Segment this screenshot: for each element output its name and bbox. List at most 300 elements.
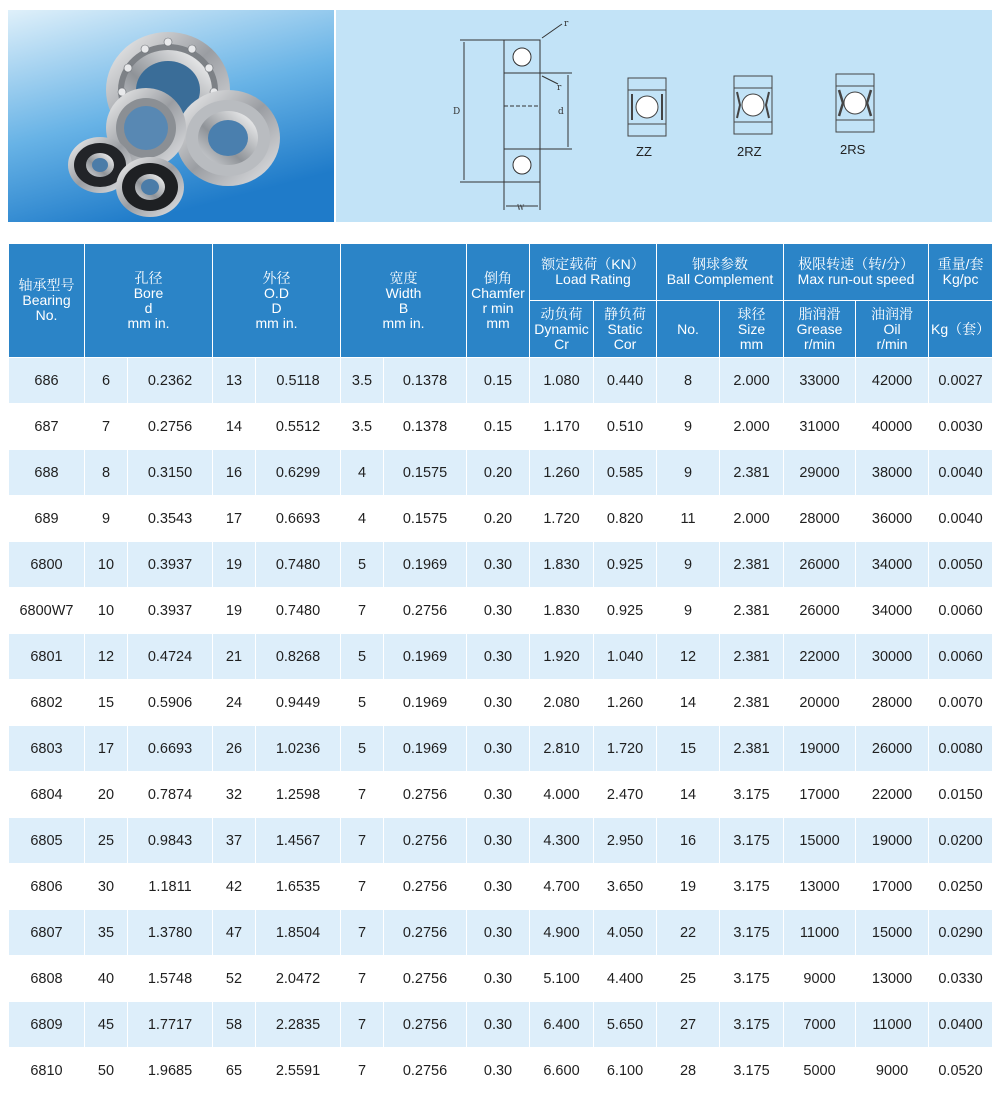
header-line: 外径 xyxy=(262,269,291,286)
header-dynamic xyxy=(530,301,594,358)
cell-bore-mm: 45 xyxy=(85,1002,128,1048)
header-line: 孔径 xyxy=(134,269,163,286)
cell-chamfer: 0.30 xyxy=(467,772,530,818)
cell-bore-mm: 8 xyxy=(85,450,128,496)
cell-ball-size: 2.381 xyxy=(720,634,784,680)
header-line: mm in. xyxy=(255,314,298,331)
header-weight xyxy=(929,244,993,301)
cell-weight: 0.0050 xyxy=(929,542,993,588)
cell-od-in: 0.7480 xyxy=(256,588,341,634)
cell-weight: 0.0200 xyxy=(929,818,993,864)
cell-bore-mm: 25 xyxy=(85,818,128,864)
header-od xyxy=(213,244,341,358)
cell-bearing-no: 687 xyxy=(9,404,85,450)
shielded-bearing xyxy=(176,90,280,186)
cell-bore-in: 1.1811 xyxy=(128,864,213,910)
cell-od-mm: 13 xyxy=(213,358,256,404)
cell-bearing-no: 6809 xyxy=(9,1002,85,1048)
cell-ball-size: 2.381 xyxy=(720,588,784,634)
cell-ball-size: 3.175 xyxy=(720,772,784,818)
cell-ball-size: 2.000 xyxy=(720,358,784,404)
cell-static-load: 2.470 xyxy=(594,772,657,818)
header-banner xyxy=(8,10,992,222)
header-line: 极限转速（转/分） xyxy=(798,256,914,272)
cell-bore-mm: 10 xyxy=(85,542,128,588)
cell-bore-mm: 10 xyxy=(85,588,128,634)
table-body xyxy=(9,358,993,1094)
header-line: Chamfer xyxy=(471,284,525,301)
cell-bore-mm: 20 xyxy=(85,772,128,818)
cell-grease-speed: 17000 xyxy=(784,772,856,818)
cell-bore-in: 0.5906 xyxy=(128,680,213,726)
header-line: B xyxy=(398,299,409,316)
cell-bore-in: 0.3150 xyxy=(128,450,213,496)
cell-weight: 0.0080 xyxy=(929,726,993,772)
cell-bore-mm: 15 xyxy=(85,680,128,726)
cell-static-load: 0.510 xyxy=(594,404,657,450)
cell-grease-speed: 9000 xyxy=(784,956,856,1002)
cell-dynamic-load: 2.080 xyxy=(530,680,594,726)
cell-chamfer: 0.15 xyxy=(467,358,530,404)
cell-oil-speed: 40000 xyxy=(856,404,929,450)
cell-bore-mm: 7 xyxy=(85,404,128,450)
header-line: Width xyxy=(385,284,422,301)
header-line: mm in. xyxy=(382,314,425,331)
cell-chamfer: 0.20 xyxy=(467,450,530,496)
header-line: 重量/套 xyxy=(937,256,984,272)
cell-static-load: 1.720 xyxy=(594,726,657,772)
cell-dynamic-load: 4.000 xyxy=(530,772,594,818)
cell-weight: 0.0330 xyxy=(929,956,993,1002)
cell-width-mm: 7 xyxy=(341,818,384,864)
cell-width-mm: 5 xyxy=(341,542,384,588)
header-line: r/min xyxy=(803,335,836,352)
header-oil xyxy=(856,301,929,358)
header-line: 脂润滑 xyxy=(798,305,841,322)
header-load-rating xyxy=(530,244,657,301)
cell-ball-size: 3.175 xyxy=(720,910,784,956)
cell-weight: 0.0040 xyxy=(929,450,993,496)
cell-bore-in: 0.3937 xyxy=(128,542,213,588)
cell-grease-speed: 26000 xyxy=(784,542,856,588)
cell-chamfer: 0.30 xyxy=(467,542,530,588)
header-line: D xyxy=(271,299,282,316)
cell-ball-size: 3.175 xyxy=(720,956,784,1002)
cell-od-in: 0.5118 xyxy=(256,358,341,404)
cell-chamfer: 0.30 xyxy=(467,818,530,864)
seal-label-2rs: 2RS xyxy=(840,142,866,157)
cell-dynamic-load: 1.830 xyxy=(530,542,594,588)
cell-bore-mm: 40 xyxy=(85,956,128,1002)
header-ball-complement xyxy=(657,244,784,301)
cell-ball-count: 19 xyxy=(657,864,720,910)
cell-dynamic-load: 1.170 xyxy=(530,404,594,450)
cell-bearing-no: 688 xyxy=(9,450,85,496)
cell-od-in: 1.4567 xyxy=(256,818,341,864)
header-chamfer xyxy=(467,244,530,358)
cell-od-mm: 47 xyxy=(213,910,256,956)
cell-static-load: 4.400 xyxy=(594,956,657,1002)
cell-grease-speed: 15000 xyxy=(784,818,856,864)
cell-static-load: 0.440 xyxy=(594,358,657,404)
cell-oil-speed: 11000 xyxy=(856,1002,929,1048)
cell-grease-speed: 33000 xyxy=(784,358,856,404)
table-row xyxy=(9,450,993,496)
cell-static-load: 2.950 xyxy=(594,818,657,864)
header-line: Size xyxy=(737,320,766,337)
cell-static-load: 1.040 xyxy=(594,634,657,680)
cell-ball-count: 16 xyxy=(657,818,720,864)
cell-bore-in: 0.7874 xyxy=(128,772,213,818)
cell-width-in: 0.1378 xyxy=(384,358,467,404)
table-row xyxy=(9,634,993,680)
cell-ball-size: 3.175 xyxy=(720,818,784,864)
cell-bearing-no: 6808 xyxy=(9,956,85,1002)
cell-static-load: 5.650 xyxy=(594,1002,657,1048)
cell-ball-size: 3.175 xyxy=(720,1048,784,1094)
table-row xyxy=(9,358,993,404)
header-width xyxy=(341,244,467,358)
cell-od-in: 1.2598 xyxy=(256,772,341,818)
cell-bore-mm: 50 xyxy=(85,1048,128,1094)
cell-ball-count: 9 xyxy=(657,450,720,496)
cell-od-in: 1.8504 xyxy=(256,910,341,956)
cell-oil-speed: 42000 xyxy=(856,358,929,404)
cell-grease-speed: 19000 xyxy=(784,726,856,772)
cell-ball-count: 22 xyxy=(657,910,720,956)
cell-bearing-no: 6810 xyxy=(9,1048,85,1094)
header-line: O.D xyxy=(264,284,289,301)
cell-od-mm: 37 xyxy=(213,818,256,864)
bearing-spec-table xyxy=(8,243,993,1094)
cell-bearing-no: 6805 xyxy=(9,818,85,864)
header-line: mm in. xyxy=(127,314,170,331)
cell-oil-speed: 34000 xyxy=(856,542,929,588)
cell-od-in: 0.7480 xyxy=(256,542,341,588)
cell-static-load: 0.925 xyxy=(594,588,657,634)
header-static xyxy=(594,301,657,358)
header-line: mm xyxy=(739,335,764,352)
header-speed xyxy=(784,244,929,301)
cell-grease-speed: 31000 xyxy=(784,404,856,450)
cell-ball-size: 2.381 xyxy=(720,450,784,496)
header-ball-no xyxy=(657,301,720,358)
cell-weight: 0.0400 xyxy=(929,1002,993,1048)
cell-ball-count: 8 xyxy=(657,358,720,404)
table-row xyxy=(9,726,993,772)
header-line: Oil xyxy=(883,320,901,337)
cell-weight: 0.0150 xyxy=(929,772,993,818)
cell-od-in: 0.6693 xyxy=(256,496,341,542)
cell-static-load: 3.650 xyxy=(594,864,657,910)
header-line: Grease xyxy=(796,320,843,337)
cell-width-mm: 7 xyxy=(341,910,384,956)
header-line: Load Rating xyxy=(555,271,631,287)
diagram-label-W: W xyxy=(517,204,525,212)
header-line: Kg（套） xyxy=(930,320,991,337)
table-row xyxy=(9,956,993,1002)
header-line: Static xyxy=(607,320,643,337)
cell-bearing-no: 6803 xyxy=(9,726,85,772)
cell-od-mm: 32 xyxy=(213,772,256,818)
cell-ball-count: 9 xyxy=(657,588,720,634)
diagram-label-d: d xyxy=(558,107,564,117)
cell-od-in: 2.0472 xyxy=(256,956,341,1002)
cell-od-in: 2.5591 xyxy=(256,1048,341,1094)
cell-oil-speed: 22000 xyxy=(856,772,929,818)
header-line: Dynamic xyxy=(534,320,589,337)
cell-chamfer: 0.30 xyxy=(467,634,530,680)
cell-od-mm: 26 xyxy=(213,726,256,772)
diagram-label-r-top: r xyxy=(564,19,569,29)
cell-chamfer: 0.15 xyxy=(467,404,530,450)
cell-ball-count: 9 xyxy=(657,404,720,450)
header-line: 油润滑 xyxy=(871,305,914,322)
cell-dynamic-load: 1.720 xyxy=(530,496,594,542)
cell-dynamic-load: 5.100 xyxy=(530,956,594,1002)
cell-od-mm: 24 xyxy=(213,680,256,726)
cell-od-mm: 52 xyxy=(213,956,256,1002)
cell-od-in: 0.5512 xyxy=(256,404,341,450)
cell-grease-speed: 26000 xyxy=(784,588,856,634)
cell-width-mm: 7 xyxy=(341,956,384,1002)
table-row xyxy=(9,864,993,910)
cell-dynamic-load: 1.830 xyxy=(530,588,594,634)
table-row xyxy=(9,542,993,588)
cell-bore-in: 1.5748 xyxy=(128,956,213,1002)
cell-od-mm: 58 xyxy=(213,1002,256,1048)
cell-ball-size: 3.175 xyxy=(720,864,784,910)
cell-width-mm: 5 xyxy=(341,680,384,726)
cell-ball-count: 14 xyxy=(657,680,720,726)
cell-width-mm: 3.5 xyxy=(341,358,384,404)
cell-width-in: 0.2756 xyxy=(384,1002,467,1048)
cell-dynamic-load: 1.260 xyxy=(530,450,594,496)
cell-grease-speed: 13000 xyxy=(784,864,856,910)
cell-od-mm: 21 xyxy=(213,634,256,680)
cell-bearing-no: 686 xyxy=(9,358,85,404)
cell-oil-speed: 19000 xyxy=(856,818,929,864)
cell-ball-count: 14 xyxy=(657,772,720,818)
header-line: 倒角 xyxy=(484,269,512,286)
cell-dynamic-load: 1.080 xyxy=(530,358,594,404)
seal-label-2rz: 2RZ xyxy=(737,144,762,159)
header-line: Kg/pc xyxy=(942,271,979,287)
header-line: Bearing xyxy=(22,292,71,308)
cell-width-in: 0.2756 xyxy=(384,864,467,910)
cell-oil-speed: 9000 xyxy=(856,1048,929,1094)
cell-od-mm: 14 xyxy=(213,404,256,450)
header-line: No. xyxy=(35,307,58,323)
header-ball-size xyxy=(720,301,784,358)
header-line: d xyxy=(144,299,153,316)
header-line: Max run-out speed xyxy=(797,271,915,287)
cell-od-mm: 17 xyxy=(213,496,256,542)
cell-grease-speed: 11000 xyxy=(784,910,856,956)
table-row xyxy=(9,404,993,450)
cell-weight: 0.0290 xyxy=(929,910,993,956)
cell-width-mm: 7 xyxy=(341,772,384,818)
cell-dynamic-load: 1.920 xyxy=(530,634,594,680)
cell-grease-speed: 22000 xyxy=(784,634,856,680)
cell-width-in: 0.1378 xyxy=(384,404,467,450)
header-line: No. xyxy=(677,320,699,337)
table-row xyxy=(9,910,993,956)
cell-bore-in: 0.6693 xyxy=(128,726,213,772)
cell-bearing-no: 6806 xyxy=(9,864,85,910)
table-row xyxy=(9,818,993,864)
table-row xyxy=(9,1048,993,1094)
bearing-photo xyxy=(8,10,334,222)
cell-ball-size: 2.381 xyxy=(720,726,784,772)
cell-oil-speed: 36000 xyxy=(856,496,929,542)
cell-width-in: 0.2756 xyxy=(384,772,467,818)
cell-ball-count: 25 xyxy=(657,956,720,1002)
cell-bore-in: 0.2362 xyxy=(128,358,213,404)
cell-od-in: 0.8268 xyxy=(256,634,341,680)
cell-width-mm: 4 xyxy=(341,496,384,542)
cell-bore-mm: 9 xyxy=(85,496,128,542)
cell-static-load: 0.585 xyxy=(594,450,657,496)
cell-ball-size: 2.000 xyxy=(720,404,784,450)
cell-bore-in: 1.3780 xyxy=(128,910,213,956)
header-line: 额定载荷（KN） xyxy=(541,256,645,272)
cell-bore-in: 0.3937 xyxy=(128,588,213,634)
cell-static-load: 6.100 xyxy=(594,1048,657,1094)
cell-width-mm: 3.5 xyxy=(341,404,384,450)
cell-grease-speed: 7000 xyxy=(784,1002,856,1048)
cell-width-in: 0.2756 xyxy=(384,956,467,1002)
cell-oil-speed: 30000 xyxy=(856,634,929,680)
cell-bore-mm: 35 xyxy=(85,910,128,956)
cell-static-load: 0.820 xyxy=(594,496,657,542)
cell-chamfer: 0.30 xyxy=(467,726,530,772)
cell-width-in: 0.1969 xyxy=(384,634,467,680)
cell-weight: 0.0250 xyxy=(929,864,993,910)
cell-width-mm: 5 xyxy=(341,726,384,772)
table-row xyxy=(9,588,993,634)
seal-label-zz: ZZ xyxy=(636,144,652,159)
cell-bearing-no: 6800W7 xyxy=(9,588,85,634)
cell-dynamic-load: 2.810 xyxy=(530,726,594,772)
cell-ball-count: 9 xyxy=(657,542,720,588)
cell-od-in: 1.6535 xyxy=(256,864,341,910)
cell-oil-speed: 34000 xyxy=(856,588,929,634)
cell-oil-speed: 26000 xyxy=(856,726,929,772)
cell-od-mm: 19 xyxy=(213,588,256,634)
cell-grease-speed: 20000 xyxy=(784,680,856,726)
header-bore xyxy=(85,244,213,358)
cell-bearing-no: 6804 xyxy=(9,772,85,818)
cell-bore-in: 1.7717 xyxy=(128,1002,213,1048)
cell-width-in: 0.1969 xyxy=(384,726,467,772)
cell-chamfer: 0.30 xyxy=(467,1048,530,1094)
cell-bore-in: 0.3543 xyxy=(128,496,213,542)
cell-dynamic-load: 6.600 xyxy=(530,1048,594,1094)
cell-width-in: 0.2756 xyxy=(384,1048,467,1094)
cell-ball-count: 12 xyxy=(657,634,720,680)
cell-width-in: 0.1575 xyxy=(384,450,467,496)
cell-width-mm: 7 xyxy=(341,1002,384,1048)
cell-weight: 0.0060 xyxy=(929,634,993,680)
cell-width-mm: 7 xyxy=(341,1048,384,1094)
table-row xyxy=(9,496,993,542)
cell-chamfer: 0.30 xyxy=(467,588,530,634)
cell-dynamic-load: 4.700 xyxy=(530,864,594,910)
cell-width-mm: 7 xyxy=(341,864,384,910)
cell-width-mm: 7 xyxy=(341,588,384,634)
cell-ball-count: 15 xyxy=(657,726,720,772)
cell-static-load: 1.260 xyxy=(594,680,657,726)
cross-section-diagram xyxy=(336,10,992,222)
cell-chamfer: 0.30 xyxy=(467,910,530,956)
cell-bearing-no: 6801 xyxy=(9,634,85,680)
cell-ball-count: 28 xyxy=(657,1048,720,1094)
cell-ball-count: 11 xyxy=(657,496,720,542)
header-grease xyxy=(784,301,856,358)
header-line: mm xyxy=(486,314,510,331)
cell-bore-mm: 12 xyxy=(85,634,128,680)
cell-chamfer: 0.30 xyxy=(467,680,530,726)
header-line: 球径 xyxy=(737,305,766,322)
header-line: r/min xyxy=(876,335,908,352)
cell-chamfer: 0.30 xyxy=(467,864,530,910)
cell-od-in: 1.0236 xyxy=(256,726,341,772)
table-row xyxy=(9,1002,993,1048)
cell-ball-size: 2.000 xyxy=(720,496,784,542)
cell-weight: 0.0030 xyxy=(929,404,993,450)
header-line: 静负荷 xyxy=(604,305,646,322)
cell-oil-speed: 17000 xyxy=(856,864,929,910)
cell-width-in: 0.2756 xyxy=(384,818,467,864)
cell-grease-speed: 5000 xyxy=(784,1048,856,1094)
cell-width-in: 0.2756 xyxy=(384,588,467,634)
cell-grease-speed: 28000 xyxy=(784,496,856,542)
cell-bore-mm: 17 xyxy=(85,726,128,772)
cell-width-mm: 4 xyxy=(341,450,384,496)
cell-oil-speed: 15000 xyxy=(856,910,929,956)
cell-grease-speed: 29000 xyxy=(784,450,856,496)
cell-bore-in: 1.9685 xyxy=(128,1048,213,1094)
cell-chamfer: 0.30 xyxy=(467,1002,530,1048)
cell-ball-size: 3.175 xyxy=(720,1002,784,1048)
header-line: Cr xyxy=(554,335,569,352)
header-line: Cor xyxy=(613,335,637,352)
table-row xyxy=(9,680,993,726)
cell-chamfer: 0.20 xyxy=(467,496,530,542)
cell-dynamic-load: 4.300 xyxy=(530,818,594,864)
cell-od-in: 0.9449 xyxy=(256,680,341,726)
cell-bore-in: 0.2756 xyxy=(128,404,213,450)
cell-bearing-no: 6802 xyxy=(9,680,85,726)
header-line: 轴承型号 xyxy=(18,277,75,293)
header-line: 动负荷 xyxy=(540,305,583,322)
cell-ball-size: 2.381 xyxy=(720,542,784,588)
cell-width-in: 0.1969 xyxy=(384,680,467,726)
cell-od-in: 0.6299 xyxy=(256,450,341,496)
diagram-label-r-mid: r xyxy=(557,83,562,93)
header-bearing-no xyxy=(9,244,85,358)
cell-weight: 0.0070 xyxy=(929,680,993,726)
cell-weight: 0.0027 xyxy=(929,358,993,404)
cell-oil-speed: 28000 xyxy=(856,680,929,726)
cell-weight: 0.0520 xyxy=(929,1048,993,1094)
cell-oil-speed: 38000 xyxy=(856,450,929,496)
cell-bore-in: 0.9843 xyxy=(128,818,213,864)
header-line: Ball Complement xyxy=(666,271,774,287)
cell-od-mm: 19 xyxy=(213,542,256,588)
cell-dynamic-load: 4.900 xyxy=(530,910,594,956)
